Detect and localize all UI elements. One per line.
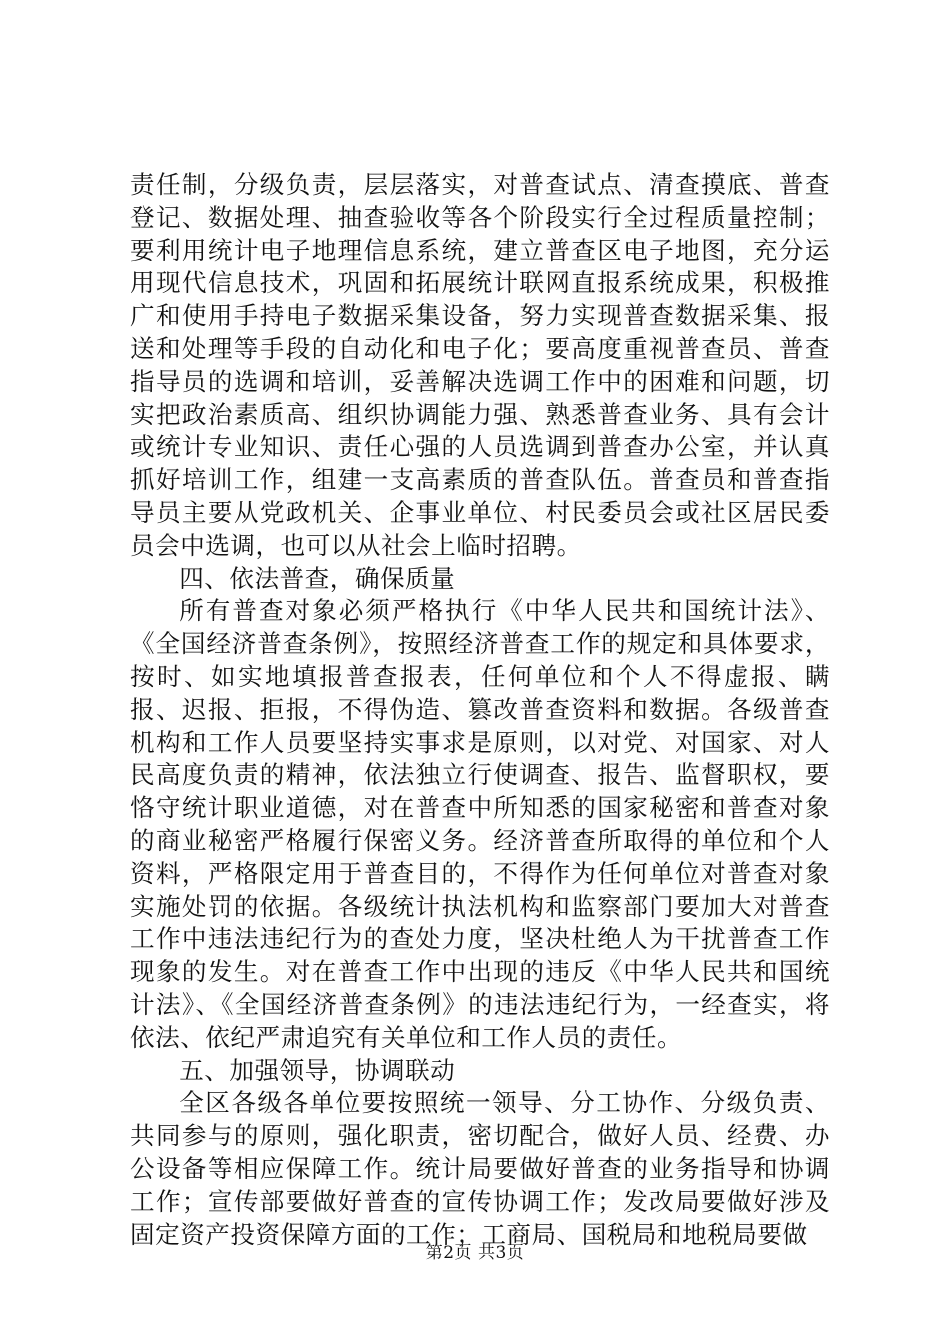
paragraph-continued: 责任制，分级负责，层层落实，对普查试点、清查摸底、普查登记、数据处理、抽查验收等各个阶段实行全过程质量控制；要利用统计电子地理信息系统，建立普查区电子地图，充分运用现代信息技术，巩固和拓展统计联网直报系统成果，积极推广和使用手持电子数据采集设备，努力实现普查数据采集、报送和处理等手段的自动化和电子化；要高度重视普查员、普查指导员的选调和培训，妥善解决选调工作中的困难和问题，切实把政治素质高、组织协调能力强、熟悉普查业务、具有会计或统计专业知识、责任心强的人员选调到普查办公室，并认真抓好培训工作，组建一支高素质的普查队伍。普查员和普查指导员主要从党政机关、企事业单位、村民委员会或社区居民委员会中选调，也可以从社会上临时招聘。: [130, 170, 830, 560]
section-heading-5: 五、加强领导，协调联动: [179, 1055, 456, 1085]
page-number-footer: 第2页 共3页: [425, 1243, 525, 1263]
paragraph-section-4: 所有普查对象必须严格执行《中华人民共和国统计法》、《全国经济普查条例》，按照经济普查工作的规定和具体要求，按时、如实地填报普查报表，任何单位和个人不得虚报、瞒报、迟报、拒报，不得伪造、篡改普查资料和数据。各级普查机构和工作人员要坚持实事求是原则，以对党、对国家、对人民高度负责的精神，依法独立行使调查、报告、监督职权，要恪守统计职业道德，对在普查中所知悉的国家秘密和普查对象的商业秘密严格履行保密义务。经济普查所取得的单位和个人资料，严格限定用于普查目的，不得作为任何单位对普查对象实施处罚的依据。各级统计执法机构和监察部门要加大对普查工作中违法违纪行为的查处力度，坚决杜绝人为干扰普查工作现象的发生。对在普查工作中出现的违反《中华人民共和国统计法》、《全国经济普查条例》的违法违纪行为，一经查实，将依法、依纪严肃追究有关单位和工作人员的责任。: [130, 596, 830, 1052]
paragraph-section-5: 全区各级各单位要按照统一领导、分工协作、分级负责、共同参与的原则，强化职责，密切配合，做好人员、经费、办公设备等相应保障工作。统计局要做好普查的业务指导和协调工作；宣传部要做好普查的宣传协调工作；发改局要做好涉及固定资产投资保障方面的工作；工商局、国税局和地税局要做: [130, 1088, 830, 1249]
section-heading-4: 四、依法普查，确保质量: [179, 563, 456, 593]
document-body: [130, 169, 830, 1251]
